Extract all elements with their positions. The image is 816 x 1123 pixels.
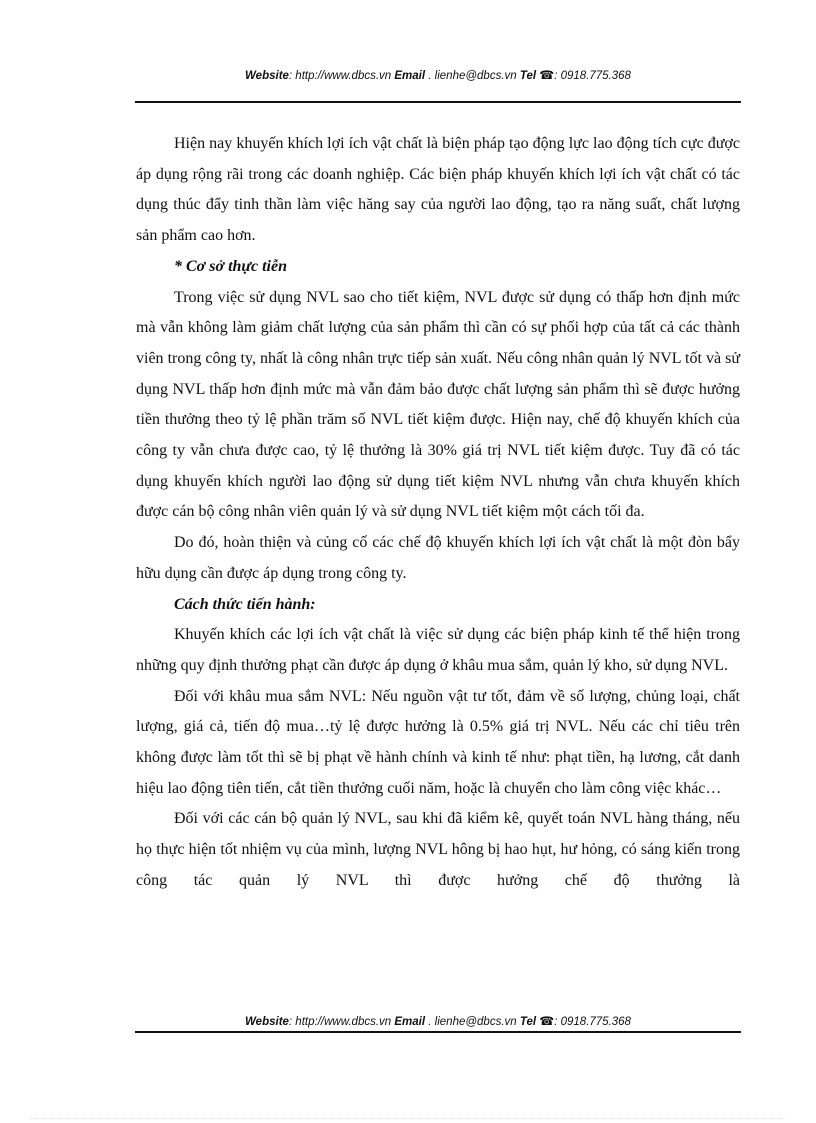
paragraph: Đối với các cán bộ quản lý NVL, sau khi đã kiểm kê, quyết toán NVL hàng tháng, nếu họ thực hiện tốt nhiệm vụ của mình, lượng NVL hông bị hao hụt, hư hỏng, có sáng kiến trong công tác quản lý NVL thì được hưởng chế độ thưởng là bbox=[136, 810, 740, 889]
footer-email-value[interactable]: . lienhe@dbcs.vn bbox=[425, 1016, 520, 1028]
footer-website-label: Website bbox=[245, 1016, 289, 1028]
document-body bbox=[136, 129, 740, 897]
header-website-url[interactable]: : http://www.dbcs.vn bbox=[288, 70, 395, 82]
page-footer bbox=[135, 1014, 741, 1028]
section-heading: * Cơ sở thực tiễn bbox=[174, 257, 287, 275]
footer-rule bbox=[135, 1031, 741, 1033]
paragraph: Do đó, hoàn thiện và củng cố các chế độ khuyến khích lợi ích vật chất là một đòn bẩy hữu dụng cần được áp dụng trong công ty. bbox=[136, 534, 740, 582]
paragraph: Khuyến khích các lợi ích vật chất là việc sử dụng các biện pháp kinh tế thể hiện trong những quy định thưởng phạt cần được áp dụng ở khâu mua sắm, quản lý kho, sử dụng NVL. bbox=[136, 626, 740, 674]
phone-icon: ☎ bbox=[539, 1014, 555, 1028]
footer-tel-value: : 0918.775.368 bbox=[554, 1016, 631, 1028]
paragraph: Đối với khâu mua sắm NVL: Nếu nguồn vật tư tốt, đảm về số lượng, chủng loại, chất lượng, giá cả, tiến độ mua…tỷ lệ được hưởng là 0.5% giá trị NVL. Nếu các chỉ tiêu trên không được làm tốt thì sẽ bị phạt về hành chính và kinh tế như: phạt tiền, hạ lương, cắt danh hiệu lao động tiên tiến, cắt tiền thưởng cuối năm, hoặc là chuyển cho làm công việc khác… bbox=[136, 687, 740, 797]
header-email-value[interactable]: . lienhe@dbcs.vn bbox=[425, 70, 520, 82]
header-website-label: Website bbox=[245, 70, 289, 82]
header-tel-label: Tel bbox=[519, 70, 537, 82]
phone-icon: ☎ bbox=[539, 68, 555, 82]
footer-email-label: Email bbox=[394, 1016, 426, 1028]
section-heading: Cách thức tiến hành: bbox=[174, 595, 316, 613]
header-rule bbox=[135, 101, 741, 103]
paragraph: Trong việc sử dụng NVL sao cho tiết kiệm, NVL được sử dụng có thấp hơn định mức mà vẫn không làm giảm chất lượng của sản phẩm thì cần có sự phối hợp của tất cả các thành viên trong công ty, nhất là công nhân trực tiếp sản xuất. Nếu công nhân quản lý NVL tốt và sử dụng NVL thấp hơn định mức mà vẫn đảm bảo được chất lượng sản phẩm thì sẽ được hưởng tiền thưởng theo tỷ lệ phần trăm số NVL tiết kiệm được. Hiện nay, chế độ khuyến khích của công ty vẫn chưa được cao, tỷ lệ thưởng là 30% giá trị NVL tiết kiệm được. Tuy đã có tác dụng khuyến khích người lao động sử dụng tiết kiệm NVL nhưng vẫn chưa khuyến khích được cán bộ công nhân viên quản lý và sử dụng NVL tiết kiệm một cách tối đa. bbox=[136, 288, 740, 521]
header-email-label: Email bbox=[394, 70, 426, 82]
paragraph: Hiện nay khuyến khích lợi ích vật chất là biện pháp tạo động lực lao động tích cực được áp dụng rộng rãi trong các doanh nghiệp. Các biện pháp khuyến khích lợi ích vật chất có tác dụng thúc đẩy tinh thần làm việc hăng say của người lao động, tạo ra năng suất, chất lượng sản phẩm cao hơn. bbox=[136, 135, 740, 245]
page-edge-divider bbox=[30, 1118, 786, 1119]
header-tel-value: : 0918.775.368 bbox=[554, 70, 631, 82]
footer-website-url[interactable]: : http://www.dbcs.vn bbox=[288, 1016, 395, 1028]
footer-tel-label: Tel bbox=[519, 1016, 537, 1028]
page-header bbox=[135, 68, 741, 82]
